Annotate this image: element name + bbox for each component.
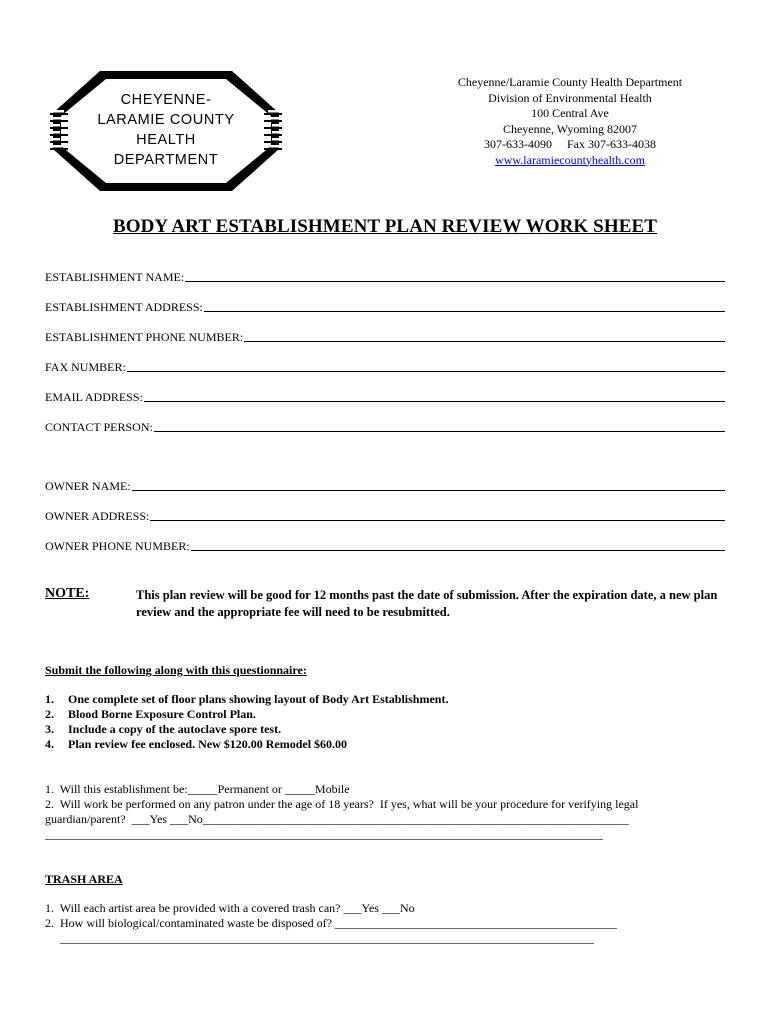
email-address-label: EMAIL ADDRESS: [45, 390, 143, 404]
logo-line-3: HEALTH [136, 132, 196, 148]
address-line-4: Cheyenne, Wyoming 82007 [502, 121, 638, 136]
email-address-line[interactable] [144, 401, 725, 402]
fax-number-field[interactable] [45, 358, 725, 374]
establishment-name-line[interactable] [185, 281, 725, 282]
trash-question-1[interactable]: 1. Will each artist area be provided with a covered trash can? ___Yes ___No [45, 901, 415, 915]
list-item: 1. One complete set of floor plans showing layout of Body Art Establishment. [45, 692, 449, 706]
contact-person-field[interactable] [45, 418, 725, 434]
owner-phone-label: OWNER PHONE NUMBER: [45, 539, 190, 553]
trash-question-2-answer-line[interactable]: _________________________________________________________________________________________ [45, 931, 594, 945]
establishment-name-field[interactable] [45, 268, 725, 284]
list-item: 3. Include a copy of the autoclave spore test. [45, 722, 282, 736]
contact-person-label: CONTACT PERSON: [45, 420, 153, 434]
owner-address-field[interactable] [45, 507, 725, 523]
establishment-phone-label: ESTABLISHMENT PHONE NUMBER: [45, 330, 244, 344]
logo-text [50, 90, 282, 170]
owner-name-field[interactable] [45, 477, 725, 493]
address-line-1: Cheyenne/Laramie County Health Department [457, 75, 683, 89]
fax-number-line[interactable] [127, 371, 725, 372]
owner-phone-field[interactable] [45, 537, 725, 553]
trash-area-heading: TRASH AREA [45, 872, 123, 886]
requirements-list [45, 692, 645, 752]
note-label: NOTE: [45, 586, 90, 601]
owner-address-label: OWNER ADDRESS: [45, 509, 150, 523]
establishment-phone-line[interactable] [244, 341, 725, 342]
address-line-3: 100 Central Ave [531, 106, 609, 120]
page-title: BODY ART ESTABLISHMENT PLAN REVIEW WORK SHEET [112, 216, 658, 237]
logo-line-1: CHEYENNE- [120, 92, 212, 108]
establishment-address-line[interactable] [204, 311, 725, 312]
question-2-answer-line[interactable]: _____________________________________________________________________________________________ [45, 827, 603, 841]
owner-name-label: OWNER NAME: [45, 479, 131, 493]
owner-name-line[interactable] [132, 490, 725, 491]
address-line-2: Division of Environmental Health [488, 90, 652, 105]
establishment-address-field[interactable] [45, 298, 725, 314]
contact-person-line[interactable] [154, 431, 725, 432]
trash-question-2[interactable]: 2. How will biological/contaminated waste be disposed of? _______________________________________________ [45, 916, 617, 930]
list-item: 4. Plan review fee enclosed. New $120.00 Remodel $60.00 [45, 737, 348, 751]
owner-address-line[interactable] [150, 520, 725, 521]
health-department-logo [50, 68, 282, 194]
submit-heading: Submit the following along with this questionnaire: [45, 663, 307, 677]
establishment-name-label: ESTABLISHMENT NAME: [45, 270, 185, 284]
note-text: This plan review will be good for 12 months past the date of submission. After the expiration date, a new plan review and the appropriate fee will need to be resubmitted. [136, 588, 718, 619]
list-item: 2. Blood Borne Exposure Control Plan. [45, 707, 256, 721]
logo-line-2: LARAMIE COUNTY [97, 112, 235, 128]
fax-number-label: FAX NUMBER: [45, 360, 126, 374]
question-1[interactable]: 1. Will this establishment be:_____Permanent or _____Mobile [45, 782, 350, 796]
owner-phone-line[interactable] [191, 550, 725, 551]
establishment-address-label: ESTABLISHMENT ADDRESS: [45, 300, 203, 314]
logo-line-4: DEPARTMENT [113, 152, 219, 168]
address-phone-fax: 307-633-4090 Fax 307-633-4038 [484, 137, 656, 151]
question-2: 2. Will work be performed on any patron under the age of 18 years? If yes, what will be your procedure for verifying legal [45, 797, 639, 811]
establishment-phone-field[interactable] [45, 328, 725, 344]
question-2-answer[interactable]: guardian/parent? ___Yes ___No_______________________________________________________________________ [45, 812, 629, 826]
department-address [410, 75, 730, 168]
website-link[interactable]: www.laramiecountyhealth.com [495, 152, 645, 167]
email-address-field[interactable] [45, 388, 725, 404]
